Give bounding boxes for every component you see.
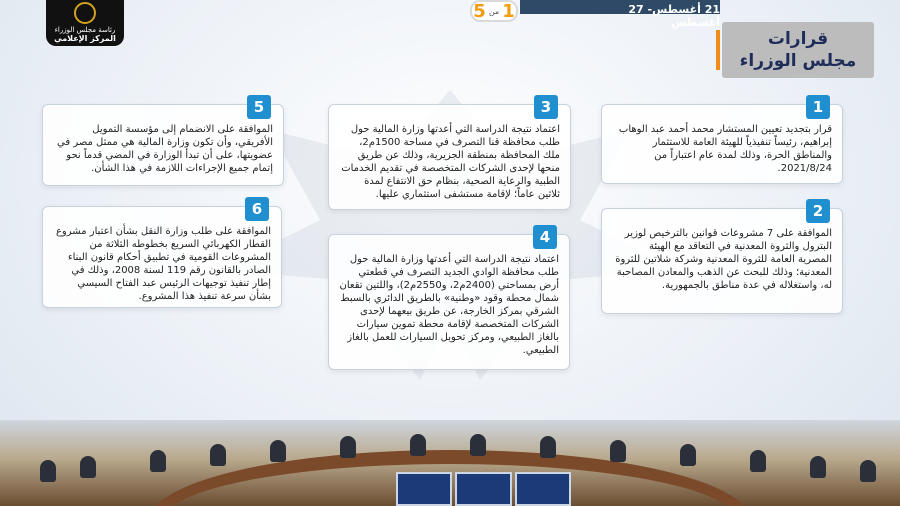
decision-card-2 xyxy=(601,201,843,314)
screen-left xyxy=(396,472,452,506)
seal-icon xyxy=(74,2,96,24)
title-line2: مجلس الوزراء xyxy=(739,51,857,71)
decision-card-4 xyxy=(328,227,570,370)
card-number-badge: 5 xyxy=(247,95,271,119)
media-center-logo xyxy=(46,0,124,46)
card-text: اعتماد نتيجة الدراسة التي أعدتها وزارة المالية حول طلب محافظة الوادي الجديد التصرف في قطعتي أرض بمساحتي (2400م2، و2550م2)، واللتين تقعان شمال محطة وقود «وطنية» بالطريق الدائري بالسبط الشرقي بمركز الخارجة، عن طريق بيعهما لإحدى الشركات المتخصصة لإقامة محطة تموين سيارات بالغاز الطبيعي، ومركز تحويل السيارات للعمل بالغاز الطبيعي. xyxy=(339,254,559,356)
attendee xyxy=(150,450,166,472)
date-range: 21 أغسطس- 27 أغسطس xyxy=(628,3,720,29)
decision-card-6 xyxy=(42,199,282,308)
card-text: الموافقة على 7 مشروعات قوانين بالترخيص لوزير البترول والثروة المعدنية في التعاقد مع الهيئة المصرية العامة للثروة المعدنية وشركة شلاتين للثروة المعدنية؛ وذلك للبحث عن الذهب والمعادن المصاحبة له، واستغلاله في عدة مناطق بالجمهورية. xyxy=(615,228,832,291)
card-text: اعتماد نتيجة الدراسة التي أعدتها وزارة المالية حول طلب محافظة قنا التصرف في مساحة 1500م2، ملك المحافظة بمنطقة الجزيرية، وذلك عن طريق منحها لإحدى الشركات المتخصصة في تقديم الخدمات الطبية والرعاية الصحية، بنظام حق الانتفاع لمدة ثلاثين عاماً؛ لإقامة مستشفى استثماري عليها. xyxy=(341,124,560,200)
attendee xyxy=(40,460,56,482)
card-number-badge: 3 xyxy=(534,95,558,119)
title-line1: قرارات xyxy=(767,29,829,49)
screen-middle xyxy=(455,472,511,506)
counter-separator: من xyxy=(488,6,500,16)
attendee xyxy=(680,444,696,466)
attendee xyxy=(210,444,226,466)
attendee xyxy=(470,434,486,456)
card-number-badge: 2 xyxy=(806,199,830,223)
attendee xyxy=(860,460,876,482)
card-number-badge: 6 xyxy=(245,197,269,221)
attendee xyxy=(270,440,286,462)
attendee xyxy=(610,440,626,462)
card-text: الموافقة على طلب وزارة النقل بشأن اعتبار مشروع القطار الكهربائي السريع بخطوطه الثلاثة من المشروعات القومية في تطبيق أحكام قانون البناء الصادر بالقانون رقم 119 لسنة 2008، وذلك في إطار تنفيذ توجيهات الرئيس عبد الفتاح السيسي بشأن سرعة تنفيذ هذا المشروع. xyxy=(55,226,271,302)
attendee xyxy=(540,436,556,458)
counter-total: 5 xyxy=(473,0,486,22)
decision-card-5 xyxy=(42,97,284,186)
logo-line2: المركز الإعلامي xyxy=(54,34,116,43)
center-screens xyxy=(396,472,571,506)
card-text: قرار بتجديد تعيين المستشار محمد أحمد عبد الوهاب إبراهيم، رئيساً تنفيذياً للهيئة العامة للاستثمار والمناطق الحرة، وذلك لمدة عام اعتباراً من 2021/8/24. xyxy=(618,124,832,174)
attendee xyxy=(410,434,426,456)
page-counter xyxy=(470,0,518,22)
page-title xyxy=(722,22,874,78)
card-text: الموافقة على الانضمام إلى مؤسسة التمويل الأفريقي، وأن تكون وزارة المالية هي ممثل مصر في عضويتها، على أن تبدأ الوزارة في المضي قدماً نحو إتمام جميع الإجراءات اللازمة في هذا الشأن. xyxy=(57,124,273,174)
attendee xyxy=(810,456,826,478)
attendee xyxy=(80,456,96,478)
title-accent xyxy=(716,30,720,70)
counter-current: 1 xyxy=(502,0,515,22)
attendee xyxy=(340,436,356,458)
attendee xyxy=(750,450,766,472)
screen-right xyxy=(515,472,571,506)
logo-line1: رئاسة مجلس الوزراء xyxy=(54,26,116,34)
card-number-badge: 4 xyxy=(533,225,557,249)
cabinet-meeting-photo xyxy=(0,420,900,506)
card-number-badge: 1 xyxy=(806,95,830,119)
decision-card-3 xyxy=(328,97,571,210)
decision-card-1 xyxy=(601,97,843,184)
